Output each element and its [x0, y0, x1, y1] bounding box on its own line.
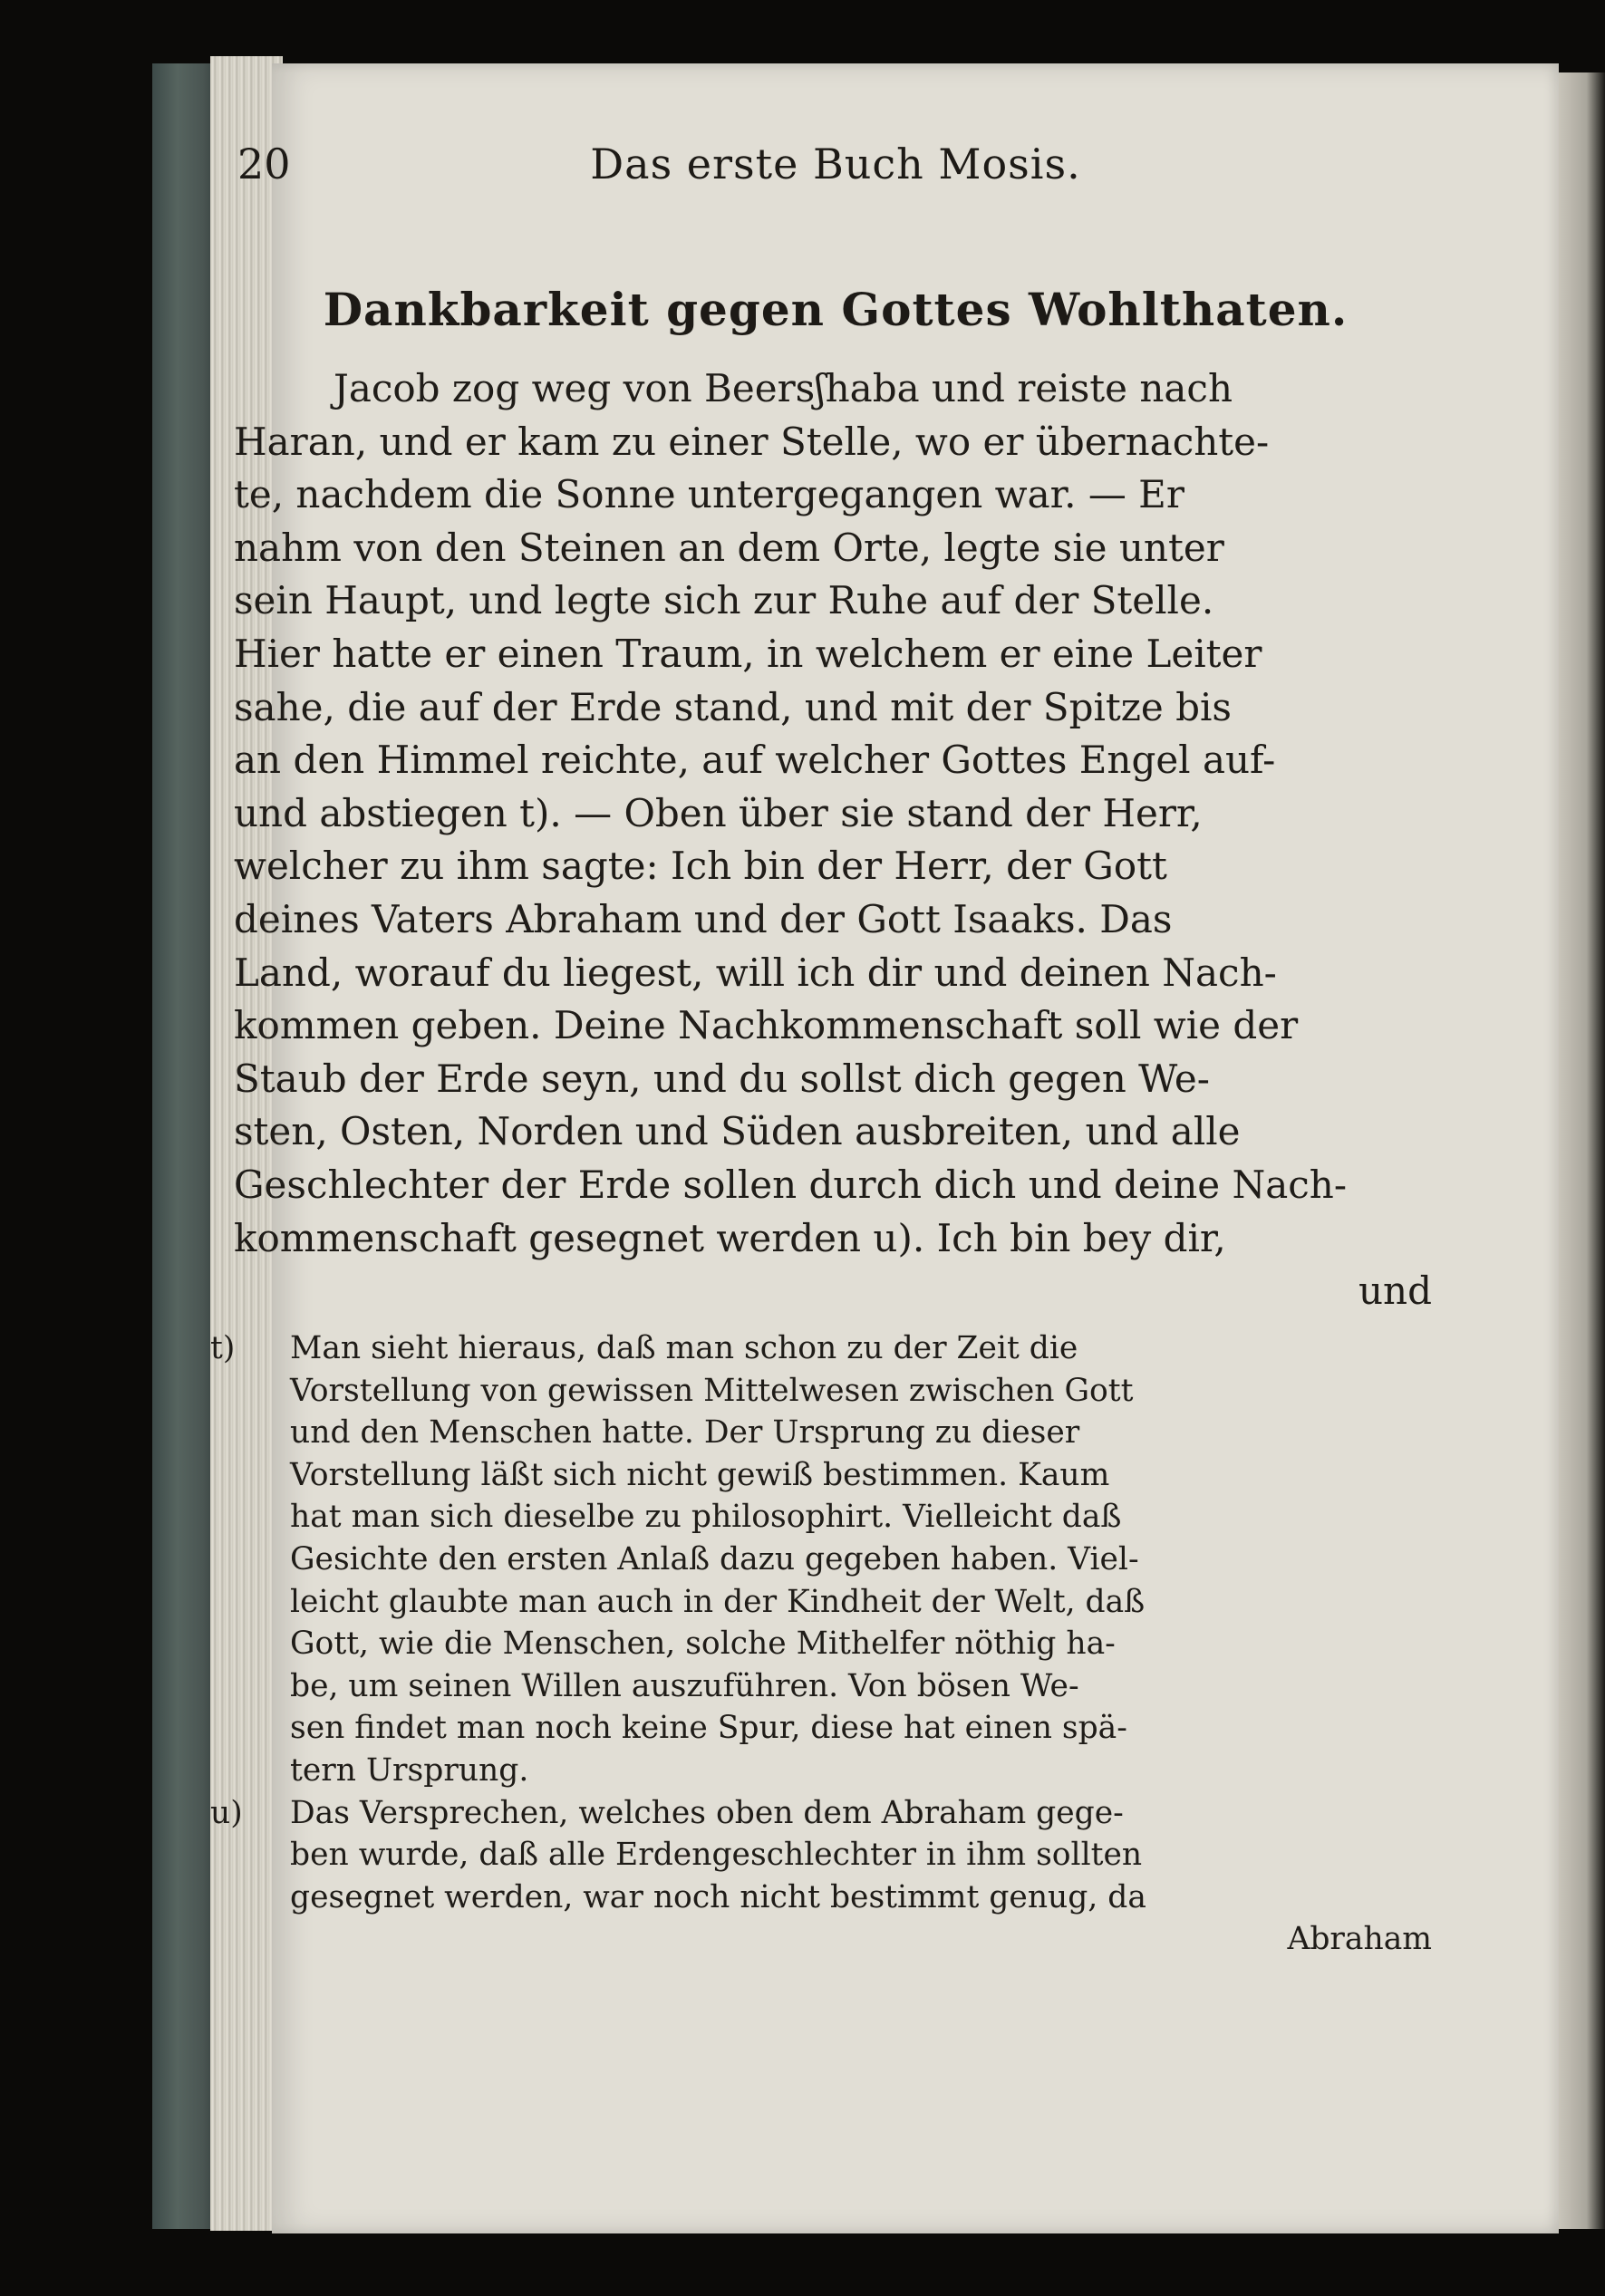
text-line: kommen geben. Deine Nachkommenschaft soll wie der	[234, 1003, 1299, 1048]
footnote-text: Das Versprechen, welches oben dem Abraham gege-	[290, 1794, 1124, 1831]
catchword: Abraham	[1287, 1921, 1432, 1958]
main-text	[234, 362, 1432, 1318]
footnote-line: Gott, wie die Menschen, solche Mithelfer nöthig ha-	[290, 1626, 1116, 1663]
text-line: Haran, und er kam zu einer Stelle, wo er übernachte-	[234, 419, 1270, 464]
text-line: welcher zu ihm sagte: Ich bin der Herr, der Gott	[234, 844, 1167, 889]
footnote-line: Vorstellung läßt sich nicht gewiß bestimmen. Kaum	[290, 1456, 1110, 1493]
text-line: sein Haupt, und legte sich zur Ruhe auf der Stelle.	[234, 578, 1214, 623]
text-line: Jacob zog weg von Beersʃhaba und reiste nach	[334, 366, 1233, 410]
text-line: Geschlechter der Erde sollen durch dich und deine Nach-	[234, 1162, 1348, 1207]
footnote-mark: u)	[210, 1794, 243, 1831]
text-line: kommenschaft gesegnet werden u). Ich bin bey dir,	[234, 1215, 1226, 1260]
page-number: 20	[237, 140, 291, 188]
facing-page-edge	[1559, 72, 1605, 2229]
text-line: an den Himmel reichte, auf welcher Gottes Engel auf-	[234, 738, 1276, 783]
text-line: sten, Osten, Norden und Süden ausbreiten, und alle	[234, 1109, 1241, 1154]
footnote-line: ben wurde, daß alle Erdengeschlechter in ihm sollten	[290, 1837, 1143, 1874]
footnote-line: Vorstellung von gewissen Mittelwesen zwischen Gott	[290, 1372, 1134, 1409]
footnote-text: Man sieht hieraus, daß man schon zu der Zeit die	[290, 1330, 1078, 1366]
text-line: Land, worauf du liegest, will ich dir und deinen Nach-	[234, 950, 1277, 995]
footnote-line: sen findet man noch keine Spur, diese hat einen spä-	[290, 1710, 1127, 1747]
running-title: Das erste Buch Mosis.	[590, 140, 1081, 188]
footnote-line: leicht glaubte man auch in der Kindheit der Welt, daß	[290, 1583, 1146, 1620]
page-header	[237, 134, 1434, 207]
footnote-line: gesegnet werden, war noch nicht bestimmt genug, da	[290, 1878, 1146, 1915]
footnote-line: und den Menschen hatte. Der Ursprung zu dieser	[290, 1414, 1080, 1452]
footnote-mark: t)	[210, 1330, 236, 1366]
catchword: und	[1358, 1269, 1432, 1314]
text-line: Staub der Erde seyn, und du sollst dich gegen We-	[234, 1056, 1210, 1101]
footnotes	[210, 1327, 1432, 1961]
footnote-line: be, um seinen Willen auszuführen. Von bösen We-	[290, 1667, 1079, 1704]
text-line: Hier hatte er einen Traum, in welchem er eine Leiter	[234, 631, 1262, 676]
text-line: sahe, die auf der Erde stand, und mit der Spitze bis	[234, 684, 1232, 729]
footnote-line: tern Ursprung.	[290, 1751, 529, 1789]
footnote-line: hat man sich dieselbe zu philosophirt. Vielleicht daß	[290, 1499, 1122, 1536]
text-line: te, nachdem die Sonne untergegangen war. — Er	[234, 472, 1184, 517]
footnote-t-first-line	[210, 1327, 1432, 1370]
footnote-u-first-line	[210, 1792, 1432, 1835]
text-line: nahm von den Steinen an dem Orte, legte sie unter	[234, 525, 1224, 570]
text-line: deines Vaters Abraham und der Gott Isaaks. Das	[234, 896, 1173, 941]
text-line: und abstiegen t). — Oben über sie stand der Herr,	[234, 790, 1203, 835]
footnote-line: Gesichte den ersten Anlaß dazu gegeben haben. Viel-	[290, 1540, 1139, 1577]
section-title: Dankbarkeit gegen Gottes Wohlthaten.	[323, 283, 1349, 336]
